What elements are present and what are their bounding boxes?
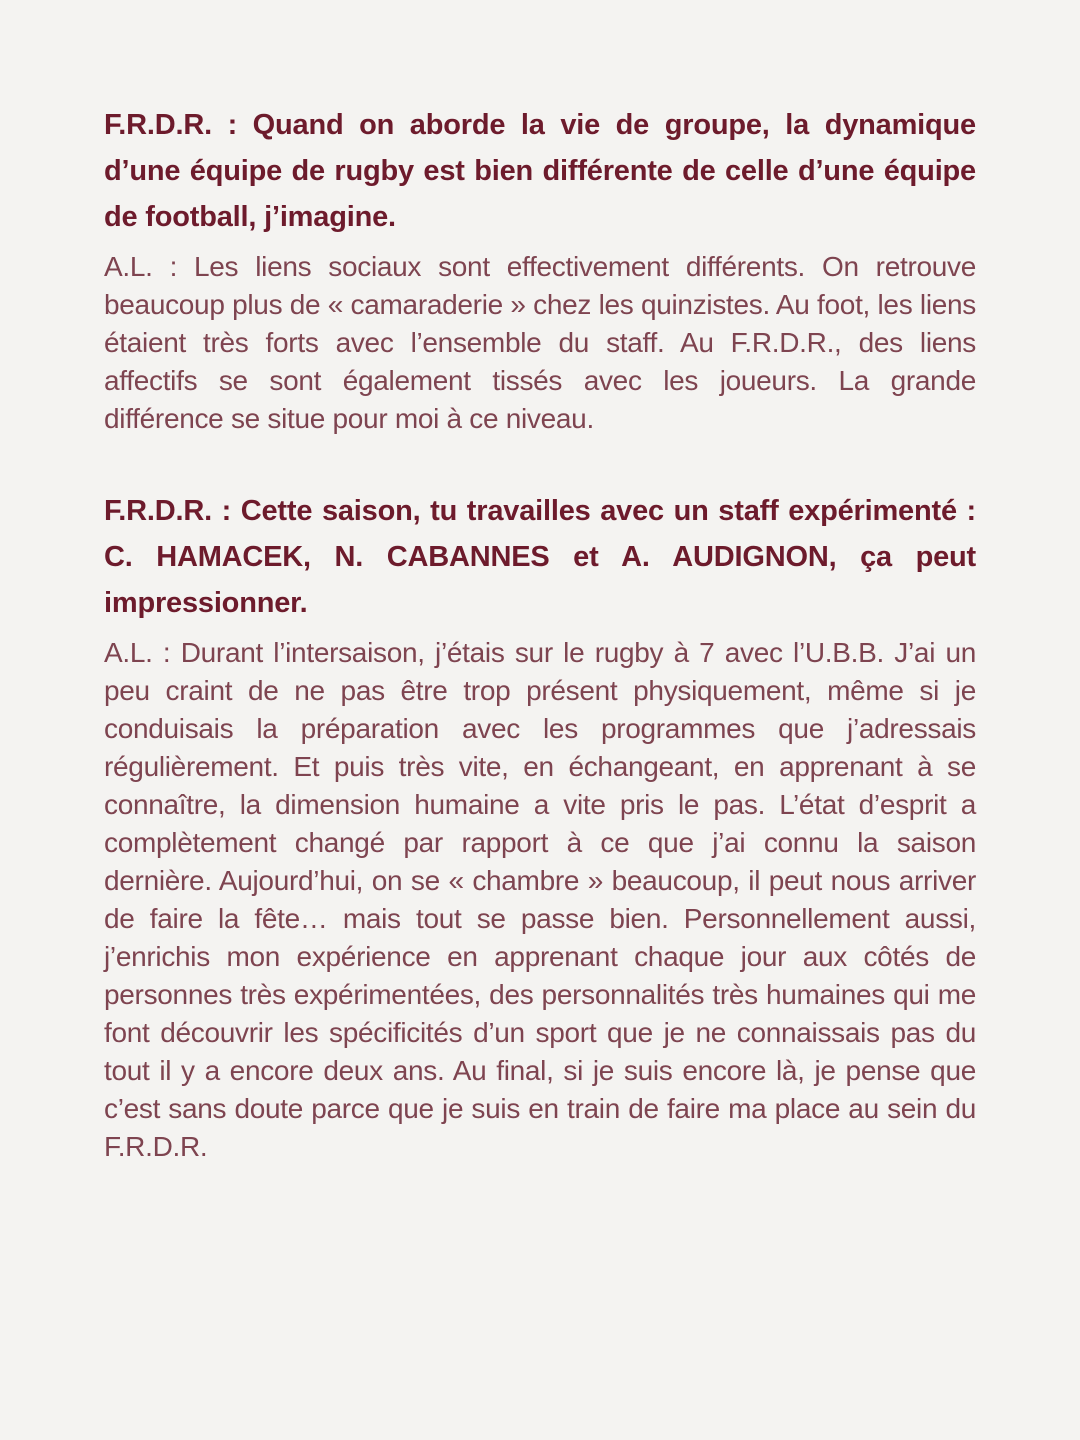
interview-answer-2: A.L. : Durant l’intersaison, j’étais sur le rugby à 7 avec l’U.B.B. J’ai un peu craint de ne pas être trop présent physiquement, même si je conduisais la préparation avec les programmes que j’adressais régulièrement. Et puis très vite, en échangeant, en apprenant à se connaître, la dimension humaine a vite pris le pas. L’état d’esprit a complètement changé par rapport à ce que j’ai connu la saison dernière. Aujourd’hui, on se « chambre » beaucoup, il peut nous arriver de faire la fête… mais tout se passe bien. Personnellement aussi, j’enrichis mon expérience en apprenant chaque jour aux côtés de personnes très expérimentées, des personnalités très humaines qui me font découvrir les spécificités d’un sport que je ne connaissais pas du tout il y a encore deux ans. Au final, si je suis encore là, je pense que c’est sans doute parce que je suis en train de faire ma place au sein du F.R.D.R.: [104, 637, 976, 1162]
interview-question-1: F.R.D.R. : Quand on aborde la vie de groupe, la dynamique d’une équipe de rugby est bien différente de celle d’une équipe de football, j’imagine.: [104, 109, 976, 233]
interview-answer-1: A.L. : Les liens sociaux sont effectivement différents. On retrouve beaucoup plus de « camaraderie » chez les quinzistes. Au foot, les liens étaient très forts avec l’ensemble du staff. Au F.R.D.R., des liens affectifs se sont également tissés avec les joueurs. La grande différence se situe pour moi à ce niveau.: [104, 251, 976, 434]
interview-question-2: F.R.D.R. : Cette saison, tu travailles avec un staff expérimenté : C. HAMACEK, N. CABANNES et A. AUDIGNON, ça peut impressionner.: [104, 495, 976, 619]
qa-section-1: [104, 102, 976, 438]
qa-section-2: [104, 488, 976, 1166]
